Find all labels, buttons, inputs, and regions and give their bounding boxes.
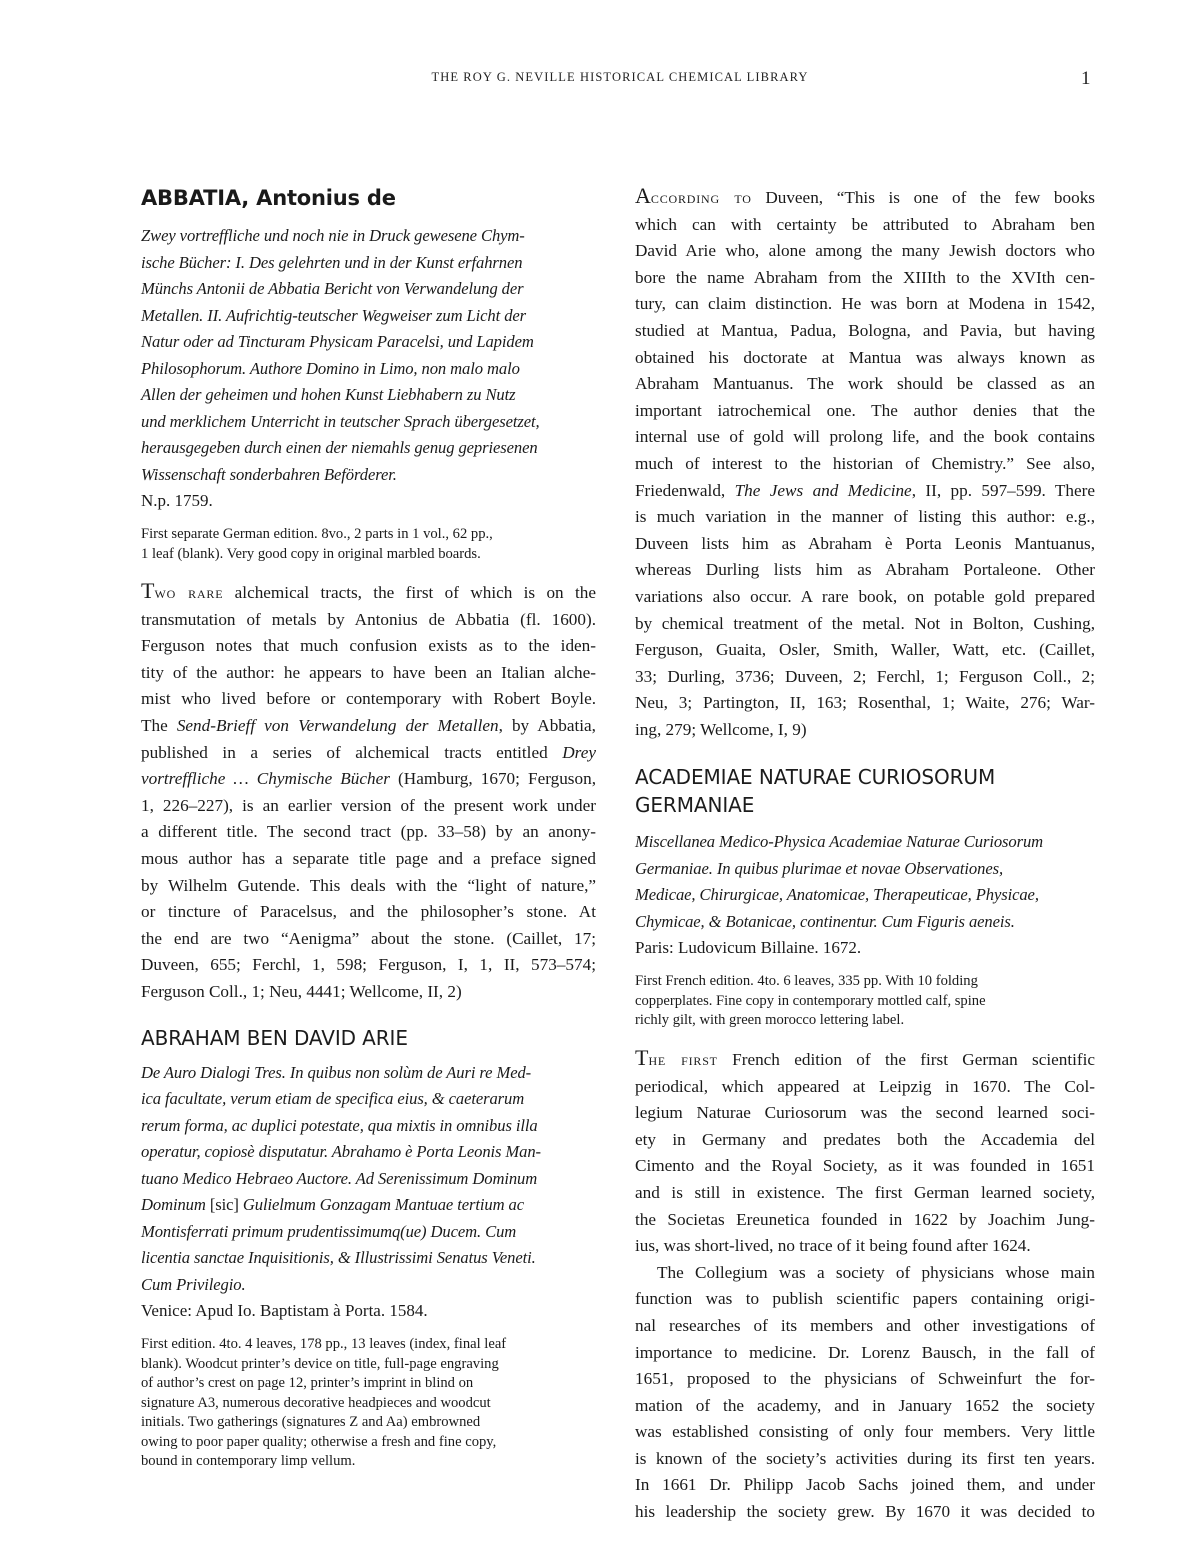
title-line: Germaniae. In quibus plurimae et novae Observationes, (635, 858, 1003, 878)
title-line: Miscellanea Medico-Physica Academiae Naturae Curiosorum (635, 832, 1044, 852)
body-line: much of interest to the historian of Chemistry.” See also, (635, 453, 1095, 473)
page-number: 1 (1081, 68, 1091, 89)
body-line: Ferguson notes that much confusion exists as to the iden- (141, 636, 596, 656)
title-line: ische Bücher: I. Des gelehrten und in der Kunst erfahrnen (141, 252, 523, 272)
title-text: Dominum (141, 1195, 206, 1214)
title-line: Natur oder ad Tincturam Physicam Paracelsi, und Lapidem (141, 332, 534, 351)
entry-abbatia (141, 183, 596, 1006)
running-header: THE ROY G. NEVILLE HISTORICAL CHEMICAL LIBRARY (431, 70, 809, 84)
entry-description (141, 578, 596, 1006)
body-line: whereas Durling lists him as Abraham Portaleone. Other (635, 560, 1095, 580)
body-line: David Arie who, alone among the many Jewish doctors who (635, 241, 1095, 261)
collation-line: 1 leaf (blank). Very good copy in original marbled boards. (141, 545, 481, 562)
body-line (635, 478, 1095, 505)
body-text: The (141, 715, 177, 735)
title-line: Medicae, Chirurgicae, Anatomicae, Therapeuticae, Physicae, (635, 885, 1039, 905)
body-line: Neu, 3; Partington, II, 163; Rosenthal, 1; Waite, 276; War- (635, 693, 1095, 713)
title-line: Wissenschaft sonderbahren Beförderer. (141, 464, 397, 484)
body-line: mation of the academy, and in January 1652 the society (635, 1395, 1095, 1415)
drop-initial: T (635, 1044, 649, 1070)
body-line (141, 740, 596, 767)
entry-title (141, 1060, 596, 1299)
title-line: herausgegeben durch einen der niemahls genug gepriesenen (141, 438, 538, 457)
collation-line: initials. Two gatherings (signatures Z and Aa) embrowned (141, 1414, 481, 1430)
entry-heading: ABBATIA, Antonius de (141, 186, 396, 210)
body-line: importance to medicine. Dr. Lorenz Bausch, in the fall of (635, 1342, 1095, 1362)
body-line: which can with certainty be attributed to Abraham ben (635, 214, 1095, 234)
title-line: Cum Privilegio. (141, 1274, 246, 1294)
entry-title (635, 829, 1095, 935)
small-caps-lead: ccording to (650, 188, 752, 207)
book-title-italic: The Jews and Medicine (734, 480, 912, 500)
body-line: Duveen lists him as Abraham è Porta Leonis Mantuanus, (635, 533, 1095, 553)
title-line: Chymicae, & Botanicae, continentur. Cum Figuris aeneis. (635, 911, 1015, 931)
body-line: 1, 226–227), is an earlier version of the present work under (141, 795, 596, 815)
body-line: bore the name Abraham from the XIIIth to the XVIth cen- (635, 267, 1095, 287)
title-line: Philosophorum. Authore Domino in Limo, non malo malo (141, 358, 520, 378)
entry-collation (141, 1335, 596, 1472)
body-line (635, 183, 1095, 212)
body-line: The Collegium was a society of physicians whose main (657, 1262, 1095, 1282)
body-text: French edition of the first German scientific (717, 1049, 1095, 1069)
body-line: 1651, proposed to the physicians of Schweinfurt the for- (635, 1369, 1095, 1389)
small-caps-lead: wo rare (154, 583, 224, 602)
body-line: Duveen, 655; Ferchl, 1, 598; Ferguson, I, 1, II, 573–574; (141, 955, 596, 975)
body-line: was established consisting of only four members. Very little (635, 1422, 1095, 1442)
body-line: mous author has a separate title page and a preface signed (141, 848, 596, 868)
body-line: Cimento and the Royal Society, as it was founded in 1651 (635, 1156, 1095, 1176)
body-text: , II, pp. 597–599. There (911, 480, 1095, 500)
book-title-italic: Drey (562, 742, 596, 762)
body-line: variations also occur. A rare book, on potable gold prepared (635, 586, 1095, 606)
body-line: legium Naturae Curiosorum was the second learned soci- (635, 1103, 1095, 1123)
body-text: Duveen, “This is one of the few books (751, 188, 1095, 207)
body-line: mist who lived before or contemporary with Robert Boyle. (141, 689, 596, 709)
title-line: Montisferrati primum prudentissimumq(ue) Ducem. Cum (141, 1221, 517, 1241)
body-line: by Wilhelm Gutende. This deals with the “light of nature,” (141, 875, 596, 895)
body-line: nal researches of its members and other investigations of (635, 1315, 1095, 1335)
title-text: Gulielmum Gonzagam Mantuae tertium ac (242, 1195, 524, 1214)
title-line: Münchs Antonii de Abbatia Bericht von Verwandelung der (141, 279, 524, 298)
title-line: licentia sanctae Inquisitionis, & Illustrissimi Senatus Veneti. (141, 1248, 536, 1267)
entry-collation (635, 972, 1095, 1031)
body-line: Abraham Mantuanus. The work should be classed as an (635, 374, 1095, 394)
body-line: is known of the society’s activities during its first ten years. (635, 1448, 1095, 1468)
entry-abraham-ben-david-arie (141, 1024, 596, 1472)
body-line: ety in Germany and predates both the Accademia del (635, 1129, 1095, 1149)
entry-collation (141, 525, 596, 564)
entry-imprint: Venice: Apud Io. Baptistam à Porta. 1584. (141, 1301, 428, 1320)
right-column (635, 183, 1095, 1526)
drop-initial: T (141, 578, 155, 603)
collation-line: First edition. 4to. 4 leaves, 178 pp., 13 leaves (index, final leaf (141, 1336, 507, 1352)
collation-line: richly gilt, with green morocco lettering label. (635, 1012, 905, 1029)
title-line: tuano Medico Hebraeo Auctore. Ad Serenissimum Dominum (141, 1168, 538, 1188)
body-line: a different title. The second tract (pp. 33–58) by an anony- (141, 822, 596, 842)
title-line: rerum forma, ac duplici potestate, qua mixtis in omnibus illa (141, 1115, 538, 1135)
small-caps-lead: he first (648, 1049, 718, 1069)
title-line (141, 1192, 596, 1219)
body-line (141, 713, 596, 740)
body-line: Ferguson Coll., 1; Neu, 4441; Wellcome, II, 2) (141, 981, 462, 1001)
body-text: published in a series of alchemical tracts entitled (141, 742, 563, 762)
title-line: ica facultate, verum etiam de specifica eius, & caeterarum (141, 1089, 525, 1108)
collation-line: copperplates. Fine copy in contemporary mottled calf, spine (635, 992, 986, 1009)
body-line: In 1661 Dr. Philipp Jacob Sachs joined them, and under (635, 1475, 1095, 1495)
entry-description (635, 1045, 1095, 1526)
body-text: Friedenwald, (635, 480, 735, 500)
body-line: transmutation of metals by Antonius de Abbatia (fl. 1600). (141, 609, 596, 629)
title-line: Metallen. II. Aufrichtig-teutscher Wegweiser zum Licht der (141, 305, 527, 325)
title-line: und merklichem Unterricht in teutscher Sprach übergesetzet, (141, 411, 540, 431)
body-line: or tincture of Paracelsus, and the philosopher’s stone. At (141, 902, 596, 922)
body-line: internal use of gold will prolong life, and the book contains (635, 427, 1095, 447)
entry-heading: ABRAHAM BEN DAVID ARIE (141, 1025, 408, 1050)
book-title-italic: Send-Brieff von Verwandelung der Metallen (176, 715, 499, 735)
entry-description (635, 183, 1095, 743)
body-line: ius, was short-lived, no trace of it being found after 1624. (635, 1236, 1031, 1256)
body-line: is much variation in the manner of listing this author: e.g., (635, 507, 1095, 527)
body-line: function was to publish scientific papers containing origi- (635, 1289, 1095, 1309)
collation-line: of author’s crest on page 12, printer’s imprint in blind on (141, 1375, 474, 1391)
body-line (141, 578, 596, 607)
book-title-italic: vortreffliche … Chymische Bücher (141, 769, 390, 789)
title-line: operatur, copiosè disputatur. Abrahamo è Porta Leonis Man- (141, 1142, 541, 1161)
left-column (141, 183, 596, 1472)
entry-imprint: Paris: Ludovicum Billaine. 1672. (635, 938, 862, 958)
sic-note: [sic] (205, 1195, 243, 1214)
body-line: tury, can claim distinction. He was born at Modena in 1542, (635, 294, 1095, 314)
entry-abraham-description (635, 183, 1095, 743)
body-line: the end are two “Aenigma” about the stone. (Caillet, 17; (141, 928, 596, 948)
entry-imprint: N.p. 1759. (141, 491, 213, 510)
drop-initial: A (635, 183, 651, 208)
collation-line: owing to poor paper quality; otherwise a fresh and fine copy, (141, 1433, 497, 1450)
title-line: De Auro Dialogi Tres. In quibus non solùm de Auri re Med- (141, 1062, 532, 1082)
body-text: alchemical tracts, the first of which is on the (223, 583, 596, 602)
body-line (635, 1045, 1095, 1074)
body-line: important iatrochemical one. The author denies that the (635, 400, 1095, 420)
body-line: 33; Durling, 3736; Duveen, 2; Ferchl, 1; Ferguson Coll., 2; (635, 666, 1095, 686)
body-line: tity of the author: he appears to have been an Italian alche- (141, 662, 596, 682)
collation-line: blank). Woodcut printer’s device on title, full-page engraving (141, 1355, 499, 1372)
body-line: obtained his doctorate at Mantua was always known as (635, 347, 1095, 367)
body-line: Ferguson, Guaita, Osler, Smith, Waller, Watt, etc. (Caillet, (635, 640, 1095, 660)
collation-line: First French edition. 4to. 6 leaves, 335 pp. With 10 folding (635, 973, 978, 990)
collation-line: First separate German edition. 8vo., 2 parts in 1 vol., 62 pp., (141, 526, 493, 542)
body-line: by chemical treatment of the metal. Not in Bolton, Cushing, (635, 613, 1095, 633)
title-line: Zwey vortreffliche und noch nie in Druck gewesene Chym- (141, 226, 525, 245)
body-line: studied at Mantua, Padua, Bologna, and Pavia, but having (635, 320, 1095, 340)
entry-title (141, 223, 596, 488)
body-line: periodical, which appeared at Leipzig in 1670. The Col- (635, 1076, 1095, 1096)
body-line: ing, 279; Wellcome, I, 9) (635, 719, 807, 739)
body-line: and is still in existence. The first German learned society, (635, 1182, 1095, 1202)
heading-line: ACADEMIAE NATURAE CURIOSORUM (635, 765, 996, 790)
entry-academiae-naturae-curiosorum (635, 763, 1095, 1525)
body-line: his leadership the society grew. By 1670 it was decided to (635, 1502, 1095, 1522)
body-line (141, 766, 596, 793)
body-line: the Societas Ereunetica founded in 1622 by Joachim Jung- (635, 1209, 1095, 1229)
heading-line: GERMANIAE (635, 793, 755, 818)
collation-line: bound in contemporary limp vellum. (141, 1453, 356, 1469)
title-line: Allen der geheimen und hohen Kunst Liebhabern zu Nutz (141, 385, 516, 404)
body-text: (Hamburg, 1670; Ferguson, (389, 769, 596, 789)
body-text: , by Abbatia, (498, 715, 596, 735)
entry-heading (635, 763, 1095, 819)
collation-line: signature A3, numerous decorative headpieces and woodcut (141, 1394, 491, 1411)
